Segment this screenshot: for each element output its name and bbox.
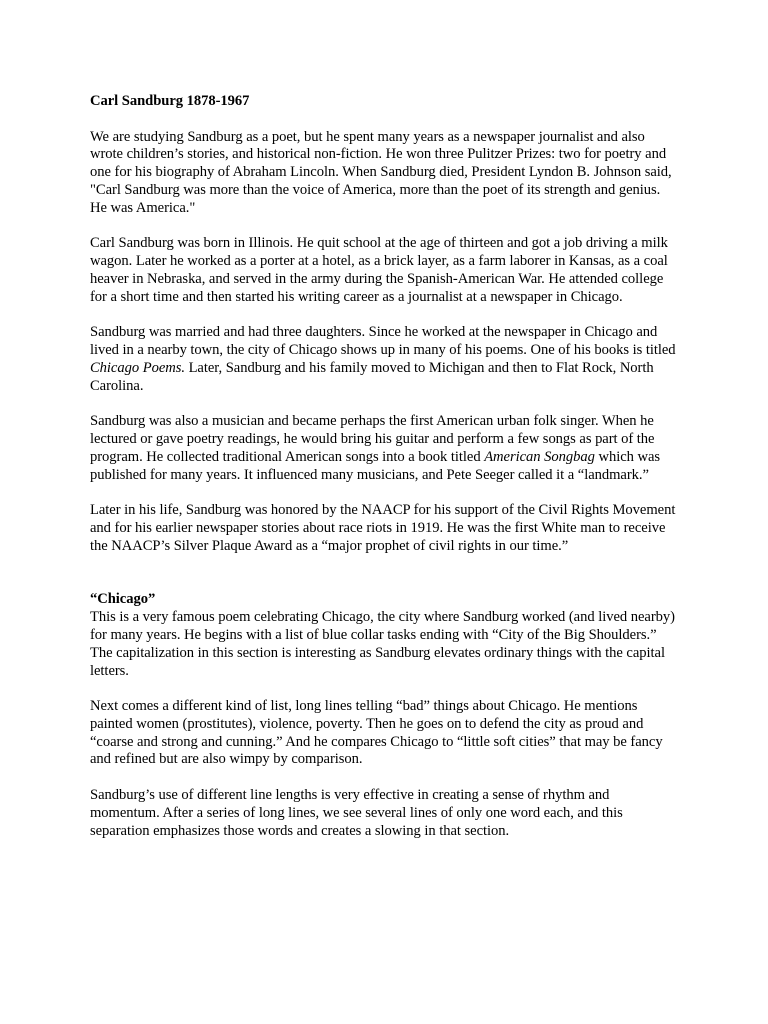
document-page — [90, 93, 678, 858]
paragraph-text: Carl Sandburg was born in Illinois. He quit school at the age of thirteen and got a job driving a milk wagon. Later he worked as a porter at a hotel, as a brick layer, as a farm laborer in Kansas, as a coal heaver in Nebraska, and served in the army during the Spanish-American War. He attended college for a short time and then started his writing career as a journalist at a newspaper in Chicago. — [90, 235, 668, 305]
document-title: Carl Sandburg 1878-1967 — [90, 93, 250, 109]
paragraph-text: We are studying Sandburg as a poet, but he spent many years as a newspaper journalist and also wrote children’s stories, and historical non-fiction. He won three Pulitzer Prizes: two for poetry and one for his biography of Abraham Lincoln. When Sandburg died, President Lyndon B. Johnson said, "Carl Sandburg was more than the voice of America, more than the poet of its strength and genius. He was America." — [90, 128, 672, 216]
paragraph-text: Sandburg was married and had three daughters. Since he worked at the newspaper in Chicago and lived in a nearby town, the city of Chicago shows up in many of his poems. One of his books is titled — [90, 324, 676, 359]
paragraph-text: Later, Sandburg and his family moved to Michigan and then to Flat Rock, North Carolina. — [90, 359, 654, 394]
bio-paragraph-1 — [90, 129, 678, 218]
bio-paragraph-2 — [90, 235, 678, 306]
paragraph-text: Later in his life, Sandburg was honored by the NAACP for his support of the Civil Rights Movement and for his earlier newspaper stories about race riots in 1919. He was the first White man to receive the NAACP’s Silver Plaque Award as a “major prophet of civil rights in our time.” — [90, 502, 676, 554]
poem-paragraph-2: Next comes a different kind of list, long lines telling “bad” things about Chicago. He mentions painted women (prostitutes), violence, poverty. Then he goes on to defend the city as proud and “coarse and strong and cunning.” And he compares Chicago to “little soft cities” that may be fancy and refined but are also wimpy by comparison. — [90, 698, 663, 768]
book-title-chicago-poems: Chicago Poems. — [90, 359, 185, 376]
poem-paragraph-1: This is a very famous poem celebrating Chicago, the city where Sandburg worked (and lived nearby) for many years. He begins with a list of blue collar tasks ending with “City of the Big Shoulders.” The capitalization in this section is interesting as Sandburg elevates ordinary things with the capital letters. — [90, 609, 675, 679]
paragraph-text: which was published for many years. It influenced many musicians, and Pete Seeger called it a “landmark.” — [90, 448, 661, 483]
poem-section — [90, 591, 678, 840]
poem-paragraph-3: Sandburg’s use of different line lengths is very effective in creating a sense of rhythm and momentum. After a series of long lines, we see several lines of only one word each, and this separation emphasizes those words and creates a slowing in that section. — [90, 787, 623, 839]
bio-paragraph-3 — [90, 324, 678, 395]
section-heading-chicago: “Chicago” — [90, 591, 156, 608]
bio-paragraph-4 — [90, 413, 678, 484]
book-title-american-songbag: American Songbag — [484, 448, 595, 465]
paragraph-text: Sandburg was also a musician and became perhaps the first American urban folk singer. When he lectured or gave poetry readings, he would bring his guitar and perform a few songs as part of the program. He collected traditional American songs into a book titled — [90, 413, 655, 465]
bio-paragraph-5 — [90, 502, 678, 555]
section-spacer — [90, 574, 678, 592]
